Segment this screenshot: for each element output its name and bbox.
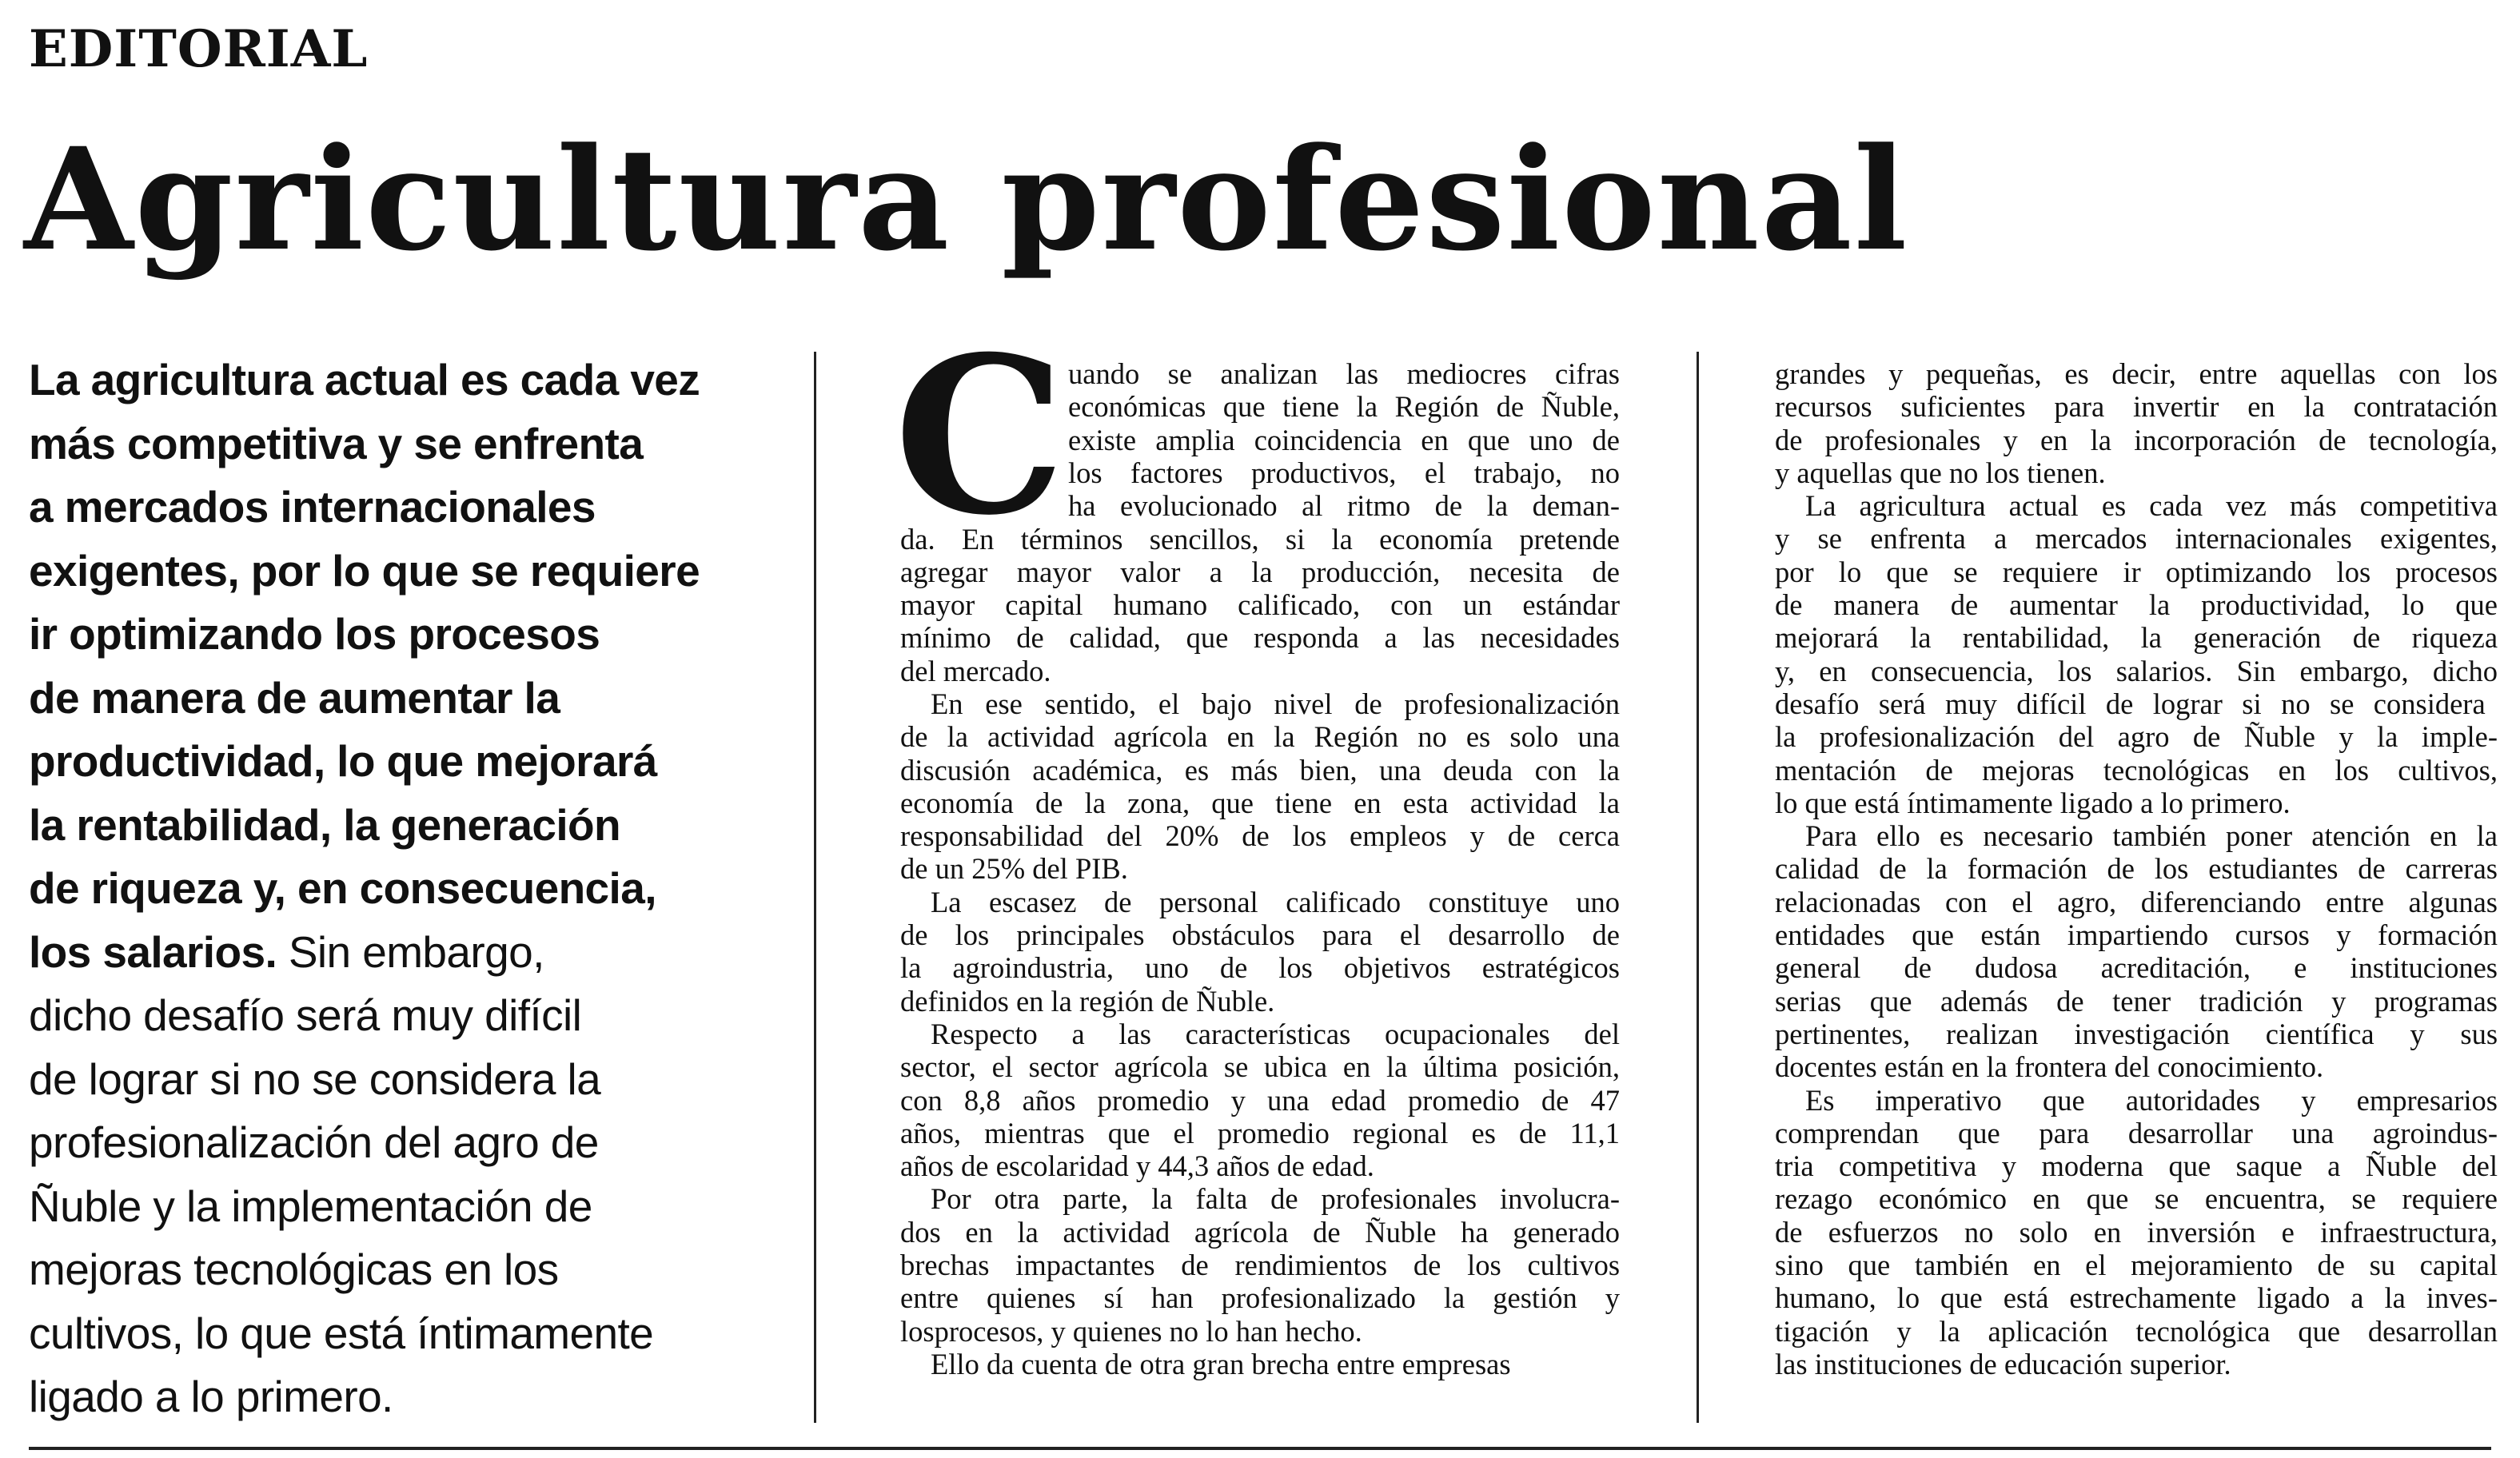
body-text-line: pertinentes, realizan investigación científica y sus	[1775, 1017, 2498, 1050]
lead-bold-text: La agricultura actual es cada vez	[29, 355, 700, 404]
body-text-line: recursos suficientes para invertir en la contratación	[1775, 390, 2498, 424]
body-text-line: la agroindustria, uno de los objetivos estratégicos	[900, 951, 1620, 985]
body-text-line: Respecto a las características ocupacionales del	[931, 1017, 1620, 1050]
lead-line	[29, 1111, 732, 1175]
lead-bold-text: más competitiva y se enfrenta	[29, 418, 644, 468]
body-text-line: de manera de aumentar la productividad, lo que	[1775, 588, 2498, 622]
body-text-line: calidad de la formación de los estudiantes de carreras	[1775, 852, 2498, 886]
body-text-line: años, mientras que el promedio regional es de 11,1	[900, 1116, 1620, 1149]
body-text-line: En ese sentido, el bajo nivel de profesionalización	[931, 687, 1620, 720]
body-text-line: economía de la zona, que tiene en esta actividad la	[900, 786, 1620, 819]
body-text-line: los factores productivos, el trabajo, no	[1068, 456, 1620, 489]
body-text-line: de los principales obstáculos para el desarrollo de	[900, 918, 1620, 952]
body-text-line: losprocesos, y quienes no lo han hecho.	[900, 1314, 1362, 1348]
lead-line	[29, 1048, 732, 1112]
lead-regular-text: de lograr si no se considera la	[29, 1054, 601, 1104]
bottom-rule	[29, 1447, 2491, 1450]
body-text-line: da. En términos sencillos, si la economía pretende	[900, 522, 1620, 556]
body-text-line: agregar mayor valor a la producción, necesita de	[900, 555, 1620, 588]
body-text-line: mínimo de calidad, que responda a las necesidades	[900, 621, 1620, 655]
lead-bold-text: de manera de aumentar la	[29, 672, 560, 723]
body-text-line: económicas que tiene la Región de Ñuble,	[1068, 390, 1620, 424]
lead-regular-text: Ñuble y la implementación de	[29, 1181, 592, 1231]
lead-line	[29, 1238, 732, 1302]
body-text-line: del mercado.	[900, 654, 1051, 687]
lead-line	[29, 857, 732, 921]
body-text-line: discusión académica, es más bien, una deuda con la	[900, 753, 1620, 787]
body-text-line: relacionadas con el agro, diferenciando entre algunas	[1775, 885, 2498, 918]
body-text-line: general de dudosa acreditación, e instituciones	[1775, 951, 2498, 985]
body-text-line: Ello da cuenta de otra gran brecha entre empresas	[931, 1347, 1511, 1380]
lead-line	[29, 984, 732, 1048]
body-text-line: ha evolucionado al ritmo de la deman-	[1068, 489, 1621, 523]
lead-bold-text: la rentabilidad, la generación	[29, 799, 620, 850]
body-text-line: de la actividad agrícola en la Región no es solo una	[900, 720, 1621, 754]
body-text-line: docentes están en la frontera del conocimiento.	[1775, 1050, 2324, 1084]
body-text-line: la profesionalización del agro de Ñuble y la imple-	[1775, 720, 2498, 754]
column-divider-1	[814, 352, 816, 1423]
body-text-line: años de escolaridad y 44,3 años de edad.	[900, 1149, 1374, 1183]
body-text-line: existe amplia coincidencia en que uno de	[1068, 423, 1620, 456]
lead-bold-text: exigentes, por lo que se requiere	[29, 545, 700, 596]
body-text-line: sector, el sector agrícola se ubica en la última posición,	[900, 1050, 1620, 1084]
lead-line	[29, 667, 732, 731]
section-label: EDITORIAL	[29, 19, 369, 79]
body-text-line: de esfuerzos no solo en inversión e infraestructura,	[1775, 1215, 2498, 1249]
body-text-line: responsabilidad del 20% de los empleos y de cerca	[900, 819, 1621, 853]
body-text-line: La escasez de personal calificado constituye uno	[931, 885, 1620, 918]
body-text-line: por lo que se requiere ir optimizando los procesos	[1775, 555, 2498, 588]
lead-regular-text: Sin embargo,	[277, 926, 544, 977]
body-text-line: mayor capital humano calificado, con un estándar	[900, 588, 1621, 622]
body-text-line: tigación y la aplicación tecnológica que desarrollan	[1775, 1314, 2498, 1348]
drop-cap: C	[894, 309, 1066, 563]
lead-line	[29, 1175, 732, 1239]
body-text-line: y aquellas que no los tienen.	[1775, 456, 2106, 489]
body-text-line: sino que también en el mejoramiento de su capital	[1775, 1249, 2498, 1282]
lead-line	[29, 921, 732, 985]
body-text-line: y se enfrenta a mercados internacionales exigentes,	[1775, 522, 2498, 556]
lead-line	[29, 603, 732, 667]
body-text-line: uando se analizan las mediocres cifras	[1068, 357, 1621, 390]
body-text-line: Es imperativo que autoridades y empresarios	[1805, 1083, 2498, 1117]
body-text-line: mejorará la rentabilidad, la generación de riqueza	[1775, 621, 2498, 655]
body-text-line: rezago económico en que se encuentra, se requiere	[1775, 1182, 2498, 1216]
body-text-line: humano, lo que está estrechamente ligado a la inves-	[1775, 1281, 2498, 1315]
body-text-line: mentación de mejoras tecnológicas en los cultivos,	[1775, 753, 2498, 787]
lead-line	[29, 476, 732, 540]
lead-line	[29, 730, 732, 794]
lead-regular-text: dicho desafío será muy difícil	[29, 990, 582, 1040]
column-divider-2	[1697, 352, 1699, 1423]
body-text-line: Por otra parte, la falta de profesionales involucra-	[931, 1182, 1621, 1216]
lead-line	[29, 349, 732, 412]
lead-bold-text: a mercados internacionales	[29, 482, 596, 532]
lead-regular-text: ligado a lo primero.	[29, 1372, 393, 1421]
column-1-body	[900, 523, 1620, 1381]
body-text-line: comprendan que para desarrollar una agroindus-	[1775, 1116, 2498, 1149]
body-text-line: entidades que están impartiendo cursos y formación	[1775, 918, 2498, 952]
headline: Agricultura profesional	[24, 117, 1909, 282]
body-text-line: definidos en la región de Ñuble.	[900, 984, 1275, 1018]
body-text-line: desafío será muy difícil de lograr si no se considera	[1775, 687, 2486, 720]
body-text-line: y, en consecuencia, los salarios. Sin embargo, dicho	[1775, 654, 2498, 687]
lead-regular-text: mejoras tecnológicas en los	[29, 1245, 559, 1294]
body-text-line: dos en la actividad agrícola de Ñuble ha generado	[900, 1215, 1620, 1249]
body-text-line: las instituciones de educación superior.	[1775, 1347, 2231, 1380]
lead-regular-text: profesionalización del agro de	[29, 1117, 599, 1167]
lead-bold-text: productividad, lo que mejorará	[29, 736, 657, 786]
body-text-line: lo que está íntimamente ligado a lo primero.	[1775, 786, 2291, 819]
lead-line	[29, 540, 732, 604]
lead-bold-text: de riqueza y, en consecuencia,	[29, 863, 656, 913]
body-text-line: La agricultura actual es cada vez más competitiva	[1805, 489, 2498, 523]
lead-line	[29, 794, 732, 858]
body-text-line: brechas impactantes de rendimientos de los cultivos	[900, 1249, 1621, 1282]
body-text-line: Para ello es necesario también poner atención en la	[1805, 819, 2498, 853]
lead-line	[29, 1302, 732, 1366]
lead-regular-text: cultivos, lo que está íntimamente	[29, 1308, 654, 1358]
column-2-body	[1775, 357, 2498, 1380]
body-text-line: de un 25% del PIB.	[900, 852, 1128, 886]
lead-paragraph	[29, 349, 732, 1429]
lead-bold-text: los salarios.	[29, 926, 277, 977]
body-text-line: serias que además de tener tradición y programas	[1775, 984, 2498, 1018]
lead-line	[29, 1365, 732, 1429]
body-text-line: de profesionales y en la incorporación de tecnología,	[1775, 423, 2498, 456]
lead-bold-text: ir optimizando los procesos	[29, 609, 600, 659]
lead-line	[29, 412, 732, 476]
column-1-dropcap-lines	[1068, 357, 1620, 522]
body-text-line: tria competitiva y moderna que saque a Ñuble del	[1775, 1149, 2498, 1183]
body-text-line: con 8,8 años promedio y una edad promedio de 47	[900, 1083, 1621, 1117]
body-text-line: grandes y pequeñas, es decir, entre aquellas con los	[1775, 357, 2498, 390]
body-text-line: entre quienes sí han profesionalizado la gestión y	[900, 1281, 1620, 1315]
